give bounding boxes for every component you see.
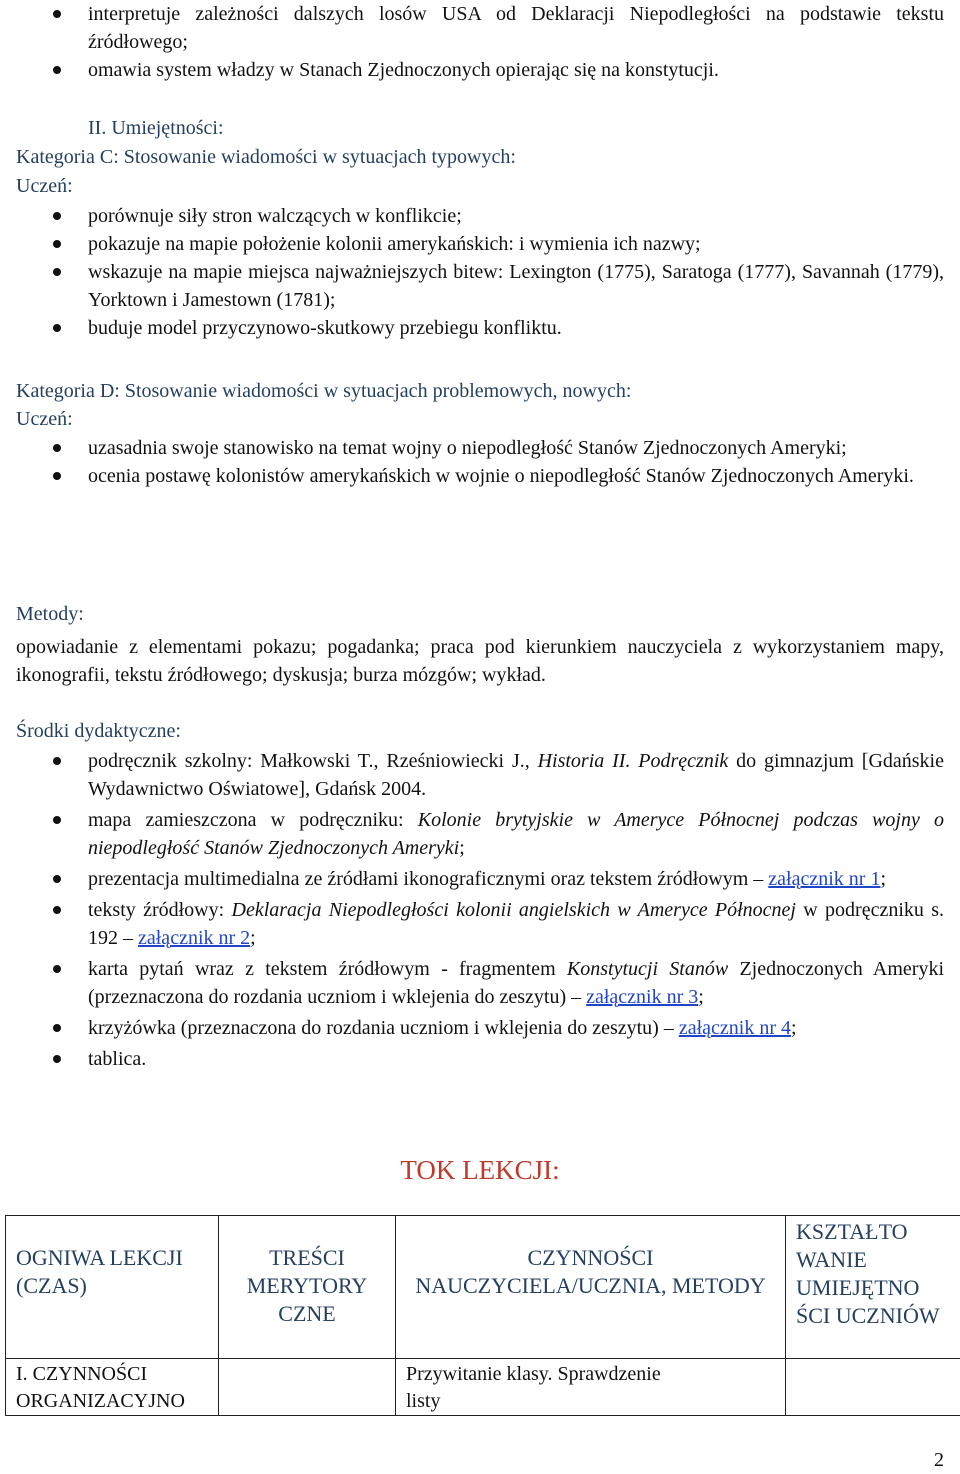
- list-item: pokazuje na mapie położenie kolonii amerykańskich: i wymienia ich nazwy;: [16, 230, 944, 258]
- attachment-4-link[interactable]: załącznik nr 4: [679, 1017, 791, 1039]
- aids-list: [16, 747, 944, 1073]
- aids-item-title: Kolonie brytyjskie w Ameryce Północnej podczas wojny o niepodległość Stanów Zjednoczonych Ameryki: [88, 809, 944, 859]
- aids-item-title: Deklaracja Niepodległości kolonii angielskich w Ameryce Północnej: [232, 899, 796, 921]
- column-header: TREŚCI MERYTORY CZNE: [219, 1216, 396, 1359]
- table-cell: Przywitanie klasy. Sprawdzenie listy: [396, 1359, 786, 1416]
- attachment-2-link[interactable]: załącznik nr 2: [138, 927, 250, 949]
- lesson-flow-title: TOK LEKCJI:: [16, 1153, 944, 1187]
- table-cell: [786, 1359, 960, 1416]
- category-d-title: Kategoria D: Stosowanie wiadomości w sytuacjach problemowych, nowych:: [16, 377, 944, 405]
- attachment-1-link[interactable]: załącznik nr 1: [768, 868, 880, 890]
- aids-item-text: ;: [880, 868, 886, 890]
- aids-item-title: Konstytucji Stanów: [567, 958, 728, 980]
- aids-item-text: ;: [250, 927, 256, 949]
- category-c-title: Kategoria C: Stosowanie wiadomości w sytuacjach typowych:: [16, 143, 944, 171]
- list-item: ocenia postawę kolonistów amerykańskich w wojnie o niepodległość Stanów Zjednoczonych Ameryki.: [16, 462, 944, 490]
- aids-item-text: prezentacja multimedialna ze źródłami ikonograficznymi oraz tekstem źródłowym –: [88, 868, 768, 890]
- category-c-list: [16, 202, 944, 342]
- aids-heading: Środki dydaktyczne:: [16, 717, 944, 745]
- column-header: CZYNNOŚCI NAUCZYCIELA/UCZNIA, METODY: [396, 1216, 786, 1359]
- list-item: omawia system władzy w Stanach Zjednoczonych opierając się na konstytucji.: [16, 56, 944, 84]
- category-c-student: Uczeń:: [16, 172, 944, 200]
- aids-item-text: teksty źródłowy:: [88, 899, 232, 921]
- aids-item-text: podręcznik szkolny: Małkowski T., Rześniowiecki J.,: [88, 750, 538, 772]
- list-item: [16, 747, 944, 803]
- lesson-flow-table: [5, 1215, 960, 1416]
- list-item: uzasadnia swoje stanowisko na temat wojny o niepodległość Stanów Zjednoczonych Ameryki;: [16, 434, 944, 462]
- list-item: [16, 865, 944, 893]
- skills-heading: II. Umiejętności:: [16, 114, 944, 142]
- methods-text: opowiadanie z elementami pokazu; pogadanka; praca pod kierunkiem nauczyciela z wykorzystaniem mapy, ikonografii, tekstu źródłowego; dyskusja; burza mózgów; wykład.: [16, 633, 944, 689]
- list-item: interpretuje zależności dalszych losów USA od Deklaracji Niepodległości na podstawie tekstu źródłowego;: [16, 0, 944, 56]
- table-cell: I. CZYNNOŚCI ORGANIZACYJNO: [6, 1359, 219, 1416]
- table-row: [6, 1359, 960, 1416]
- aids-item-title: Historia II. Podręcznik: [538, 750, 729, 772]
- attachment-3-link[interactable]: załącznik nr 3: [586, 986, 698, 1008]
- table-cell: [219, 1359, 396, 1416]
- aids-item-text: karta pytań wraz z tekstem źródłowym - fragmentem: [88, 958, 567, 980]
- aids-item-text: mapa zamieszczona w podręczniku:: [88, 809, 418, 831]
- list-item: [16, 806, 944, 862]
- list-item: [16, 896, 944, 952]
- column-header: OGNIWA LEKCJI (CZAS): [6, 1216, 219, 1359]
- aids-item-text: krzyżówka (przeznaczona do rozdania uczniom i wklejenia do zeszytu) –: [88, 1017, 679, 1039]
- list-item: buduje model przyczynowo-skutkowy przebiegu konfliktu.: [16, 314, 944, 342]
- list-item: porównuje siły stron walczących w konflikcie;: [16, 202, 944, 230]
- list-item: tablica.: [16, 1045, 944, 1073]
- category-d-list: [16, 434, 944, 490]
- aids-item-text: ;: [791, 1017, 797, 1039]
- aids-item-text: ;: [459, 837, 465, 859]
- category-d-student: Uczeń:: [16, 405, 944, 433]
- aids-item-text: Zjednoczonych Ameryki (przeznaczona do rozdania uczniom i wklejenia do zeszytu) –: [88, 958, 944, 1008]
- aids-item-text: w podręczniku s. 192 –: [88, 899, 944, 949]
- list-item: [16, 955, 944, 1011]
- aids-item-text: do gimnazjum [Gdańskie Wydawnictwo Oświatowe], Gdańsk 2004.: [88, 750, 944, 800]
- methods-heading: Metody:: [16, 600, 944, 628]
- top-bullet-list: [16, 0, 944, 84]
- page-number: 2: [934, 1446, 944, 1474]
- column-header: KSZTAŁTO WANIE UMIEJĘTNO ŚCI UCZNIÓW: [786, 1216, 960, 1359]
- list-item: wskazuje na mapie miejsca najważniejszych bitew: Lexington (1775), Saratoga (1777), Savannah (1779), Yorktown i Jamestown (1781);: [16, 258, 944, 314]
- aids-item-text: ;: [698, 986, 704, 1008]
- list-item: [16, 1014, 944, 1042]
- table-header-row: [6, 1216, 960, 1359]
